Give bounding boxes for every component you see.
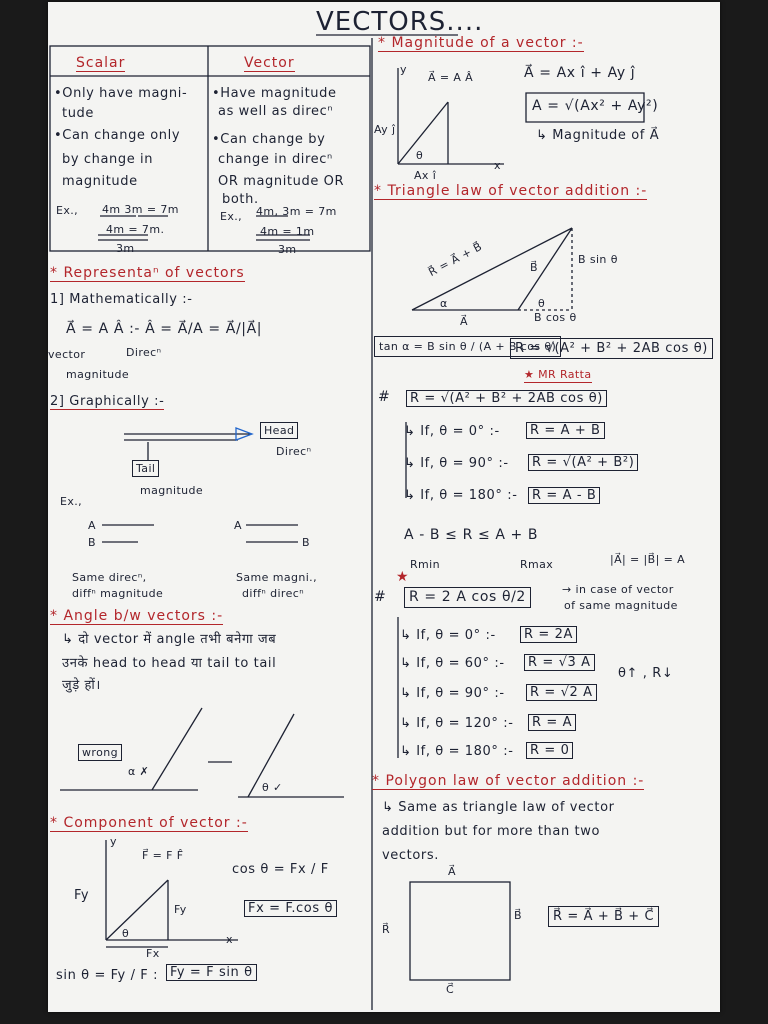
same-mag-hash: # <box>374 589 387 605</box>
same-mag-row-1-result: R = 2A <box>520 626 577 643</box>
magnitude-theta-label: θ <box>416 149 424 162</box>
angle-line-1: ↳ दो vector में angle तभी बनेगा जब <box>62 632 277 647</box>
component-theta-label: θ <box>122 927 130 940</box>
polygon-a-label: A⃗ <box>448 865 456 878</box>
vector-line-2: as well as direcⁿ <box>218 104 334 119</box>
same-mag-row-5-cond: ↳ If, θ = 180° :- <box>400 744 514 759</box>
vector-line-4: change in direcⁿ <box>218 152 333 167</box>
representation-heading: * Representaⁿ of vectors <box>50 265 245 281</box>
vector-line-5: OR magnitude OR <box>218 174 345 189</box>
magnitude-note: ↳ Magnitude of A⃗ <box>536 128 660 143</box>
triangle-heading: * Triangle law of vector addition :- <box>374 183 648 199</box>
component-sin-eq: sin θ = Fy / F : <box>56 968 159 983</box>
vector-line-3: •Can change by <box>212 132 326 147</box>
math-equation: A⃗ = A Â :- Â = A⃗/A = A⃗/|A⃗| <box>66 321 263 337</box>
head-label: Head <box>260 422 298 439</box>
case-row-1-result: R = A + B <box>526 422 605 439</box>
equal-mag-label: |A⃗| = |B⃗| = A <box>610 553 686 566</box>
scalar-ex-line-2: 4m = 7m. <box>106 223 165 236</box>
mr-ratta-label: ★ MR Ratta <box>524 368 592 381</box>
polygon-line-1: ↳ Same as triangle law of vector <box>382 800 615 815</box>
triangle-bsin-label: B sin θ <box>578 253 618 266</box>
triangle-bcos-label: B cos θ <box>534 311 577 324</box>
triangle-a-label: A⃗ <box>460 315 468 328</box>
diff-magnitude-label: diffⁿ magnitude <box>72 587 164 600</box>
case-row-3-result: R = A - B <box>528 487 600 504</box>
same-mag-trend: θ↑ , R↓ <box>618 666 674 681</box>
same-mag-row-2-cond: ↳ If, θ = 60° :- <box>400 656 505 671</box>
scalar-ex-prefix: Ex., <box>56 204 79 217</box>
vector-heading: Vector <box>244 55 295 71</box>
component-fy-eq: Fy = F sin θ <box>166 964 257 981</box>
notes-page <box>48 2 720 1012</box>
alpha-wrong-label: α ✗ <box>128 765 150 778</box>
vector-line-1: •Have magnitude <box>212 86 337 101</box>
vector-ex-line-3: 3m <box>278 243 297 256</box>
scalar-line-2: tude <box>62 106 94 121</box>
same-mag-note-2: of same magnitude <box>564 599 678 612</box>
magnitude-eq: A = √(Ax² + Ay²) <box>532 98 659 114</box>
component-y-axis-label: y <box>110 835 117 848</box>
component-fx-eq: Fx = F.cos θ <box>244 900 337 917</box>
same-mag-row-3-result: R = √2 A <box>526 684 597 701</box>
same-mag-row-3-cond: ↳ If, θ = 90° :- <box>400 686 505 701</box>
cases-hash: # <box>378 389 391 405</box>
triangle-r-eq: R = √(A² + B² + 2AB cos θ) <box>510 338 713 359</box>
cases-r-eq: R = √(A² + B² + 2AB cos θ) <box>406 390 607 407</box>
triangle-tan-eq: tan α = B sin θ / (A + B cos θ) <box>374 336 561 357</box>
magnitude-ax-label: Ax î <box>414 169 437 182</box>
case-row-1-cond: ↳ If, θ = 0° :- <box>404 424 500 439</box>
angle-line-2: उनके head to head या tail to tail <box>62 656 277 671</box>
tail-label: Tail <box>132 460 159 477</box>
math-heading: 1] Mathematically :- <box>50 292 193 307</box>
angle-wrong-vector <box>152 708 202 790</box>
same-mag-row-5-result: R = 0 <box>526 742 573 759</box>
scalar-line-3: •Can change only <box>54 128 181 143</box>
magnitude-y-label: y <box>400 63 407 76</box>
label-direc: Direcⁿ <box>126 346 162 359</box>
magnitude-heading: * Magnitude of a vector :- <box>378 35 584 51</box>
polygon-heading: * Polygon law of vector addition :- <box>372 773 645 789</box>
same-direc-label: Same direcⁿ, <box>72 571 147 584</box>
tail-magnitude-label: magnitude <box>140 484 204 497</box>
ex2-b-label: B <box>302 536 310 549</box>
head-direc-label: Direcⁿ <box>276 445 312 458</box>
component-fy-label: Fy <box>74 888 90 903</box>
vector-ex-line-2: 4m = 1m <box>260 225 315 238</box>
polygon-line-2: addition but for more than two <box>382 824 601 839</box>
same-mag-row-4-result: R = A <box>528 714 576 731</box>
rmax-label: Rmax <box>520 558 554 571</box>
triangle-b-label: B⃗ <box>530 261 538 274</box>
case-row-3-cond: ↳ If, θ = 180° :- <box>404 488 518 503</box>
vector-ex-line-1: 4m, 3m = 7m <box>256 205 337 218</box>
component-x-axis-label: x <box>226 933 233 946</box>
magnitude-a-eq: A⃗ = A Â <box>428 71 474 84</box>
case-row-2-cond: ↳ If, θ = 90° :- <box>404 456 509 471</box>
component-heading: * Component of vector :- <box>50 815 248 831</box>
ex2-a-label: A <box>234 519 242 532</box>
ex1-a-label: A <box>88 519 96 532</box>
polygon-r-eq: R⃗ = A⃗ + B⃗ + C⃗ <box>548 906 659 927</box>
triangle-alpha-label: α <box>440 297 448 310</box>
triangle-theta-label: θ <box>538 297 546 310</box>
page-title: VECTORS.... <box>316 7 484 37</box>
same-mag-star-icon: ★ <box>396 569 410 585</box>
wrong-label: wrong <box>78 744 122 761</box>
theta-right-label: θ ✓ <box>262 781 283 794</box>
same-mag-note-1: → in case of vector <box>562 583 674 596</box>
magnitude-ay-label: Ay ĵ <box>374 123 396 136</box>
graph-heading: 2] Graphically :- <box>50 394 165 409</box>
same-mag-eq: R = 2 A cos θ/2 <box>404 587 531 608</box>
same-mag-row-1-cond: ↳ If, θ = 0° :- <box>400 628 496 643</box>
polygon-b-label: B⃗ <box>514 909 522 922</box>
scalar-line-4: by change in <box>62 152 154 167</box>
polygon-square <box>410 882 510 980</box>
component-cos-eq: cos θ = Fx / F <box>232 862 329 877</box>
polygon-r-label: R⃗ <box>382 923 391 936</box>
polygon-c-label: C⃗ <box>446 983 455 996</box>
scalar-ex-line-1: 4m 3m = 7m <box>102 203 179 216</box>
vector-line-6: both. <box>222 192 259 207</box>
scalar-ex-line-3: 3m <box>116 242 135 255</box>
same-mag-row-2-result: R = √3 A <box>524 654 595 671</box>
component-fy-side-label: Fy <box>174 903 187 916</box>
scalar-line-1: •Only have magni- <box>54 86 188 101</box>
component-vector <box>106 880 168 940</box>
angle-line-3: जुड़े हों। <box>62 678 101 693</box>
ex1-b-label: B <box>88 536 96 549</box>
component-f-eq: F⃗ = F F̂ <box>142 849 184 862</box>
same-magni-label: Same magni., <box>236 571 317 584</box>
rmin-label: Rmin <box>410 558 440 571</box>
magnitude-x-label: x <box>494 159 501 172</box>
magnitude-component-eq: A⃗ = Ax î + Ay ĵ <box>524 65 636 81</box>
case-row-2-result: R = √(A² + B²) <box>528 454 638 471</box>
angle-heading: * Angle b/w vectors :- <box>50 608 224 624</box>
label-magnitude: magnitude <box>66 368 130 381</box>
scalar-line-5: magnitude <box>62 174 138 189</box>
triangle-r-label: R⃗ = A⃗ + B⃗ <box>426 239 485 280</box>
comparison-table-border <box>50 46 370 251</box>
example-label: Ex., <box>60 495 83 508</box>
vector-ex-prefix: Ex., <box>220 210 243 223</box>
component-fx-label: Fx <box>146 947 160 960</box>
same-mag-row-4-cond: ↳ If, θ = 120° :- <box>400 716 514 731</box>
range-eq: A - B ≤ R ≤ A + B <box>404 527 539 543</box>
label-vector: vector <box>48 348 86 361</box>
polygon-line-3: vectors. <box>382 848 439 863</box>
diff-direc-label: diffⁿ direcⁿ <box>242 587 304 600</box>
scalar-heading: Scalar <box>76 55 126 71</box>
